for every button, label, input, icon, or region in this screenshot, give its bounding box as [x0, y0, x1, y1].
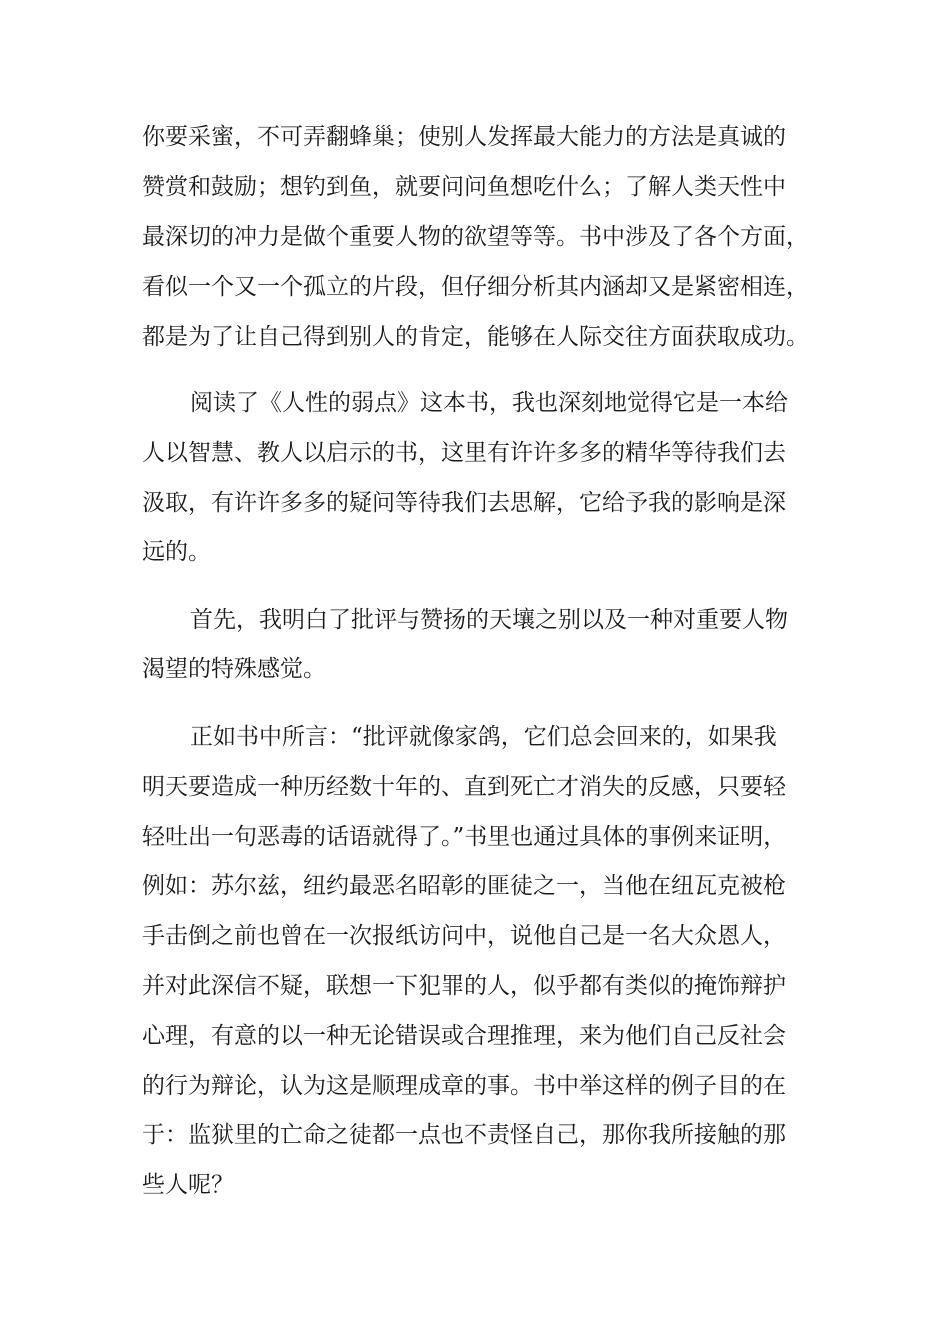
text-line: 渴望的特殊感觉。 [142, 656, 326, 682]
text-line: 最深切的冲力是做个重要人物的欲望等等。书中涉及了各个方面， [142, 224, 809, 250]
text-line: 心理，有意的以一种无论错误或合理推理，来为他们自己反社会 [142, 1023, 786, 1049]
text-line: 赞赏和鼓励；想钓到鱼，就要问问鱼想吃什么；了解人类天性中 [142, 174, 786, 200]
text-line: 例如：苏尔兹，纽约最恶名昭彰的匪徒之一，当他在纽瓦克被枪 [142, 873, 786, 899]
text-line: 都是为了让自己得到别人的肯定，能够在人际交往方面获取成功。 [142, 324, 809, 350]
text-line: 正如书中所言：“批评就像家鸽，它们总会回来的，如果我 [190, 724, 777, 750]
text-line: 远的。 [142, 539, 211, 565]
text-line: 并对此深信不疑，联想一下犯罪的人，似乎都有类似的掩饰辩护 [142, 973, 786, 999]
text-line: 明天要造成一种历经数十年的、直到死亡才消失的反感，只要轻 [142, 774, 786, 800]
text-line: 于：监狱里的亡命之徒都一点也不责怪自己，那你我所接触的那 [142, 1122, 786, 1148]
text-line: 些人呢？ [142, 1172, 234, 1198]
text-line: 手击倒之前也曾在一次报纸访问中，说他自己是一名大众恩人， [142, 923, 786, 949]
text-line: 轻吐出一句恶毒的话语就得了。”书里也通过具体的事例来证明， [142, 824, 787, 850]
text-line: 的行为辩论，认为这是顺理成章的事。书中举这样的例子目的在 [142, 1073, 786, 1099]
text-line: 汲取，有许许多多的疑问等待我们去思解，它给予我的影响是深 [142, 490, 786, 516]
text-line: 看似一个又一个孤立的片段，但仔细分析其内涵却又是紧密相连， [142, 274, 809, 300]
text-line: 阅读了《人性的弱点》这本书，我也深刻地觉得它是一本给 [190, 390, 788, 416]
text-line: 首先，我明白了批评与赞扬的天壤之别以及一种对重要人物 [190, 607, 788, 633]
text-line: 你要采蜜，不可弄翻蜂巢；使别人发挥最大能力的方法是真诚的 [142, 124, 786, 150]
text-line: 人以智慧、教人以启示的书，这里有许许多多的精华等待我们去 [142, 440, 786, 466]
